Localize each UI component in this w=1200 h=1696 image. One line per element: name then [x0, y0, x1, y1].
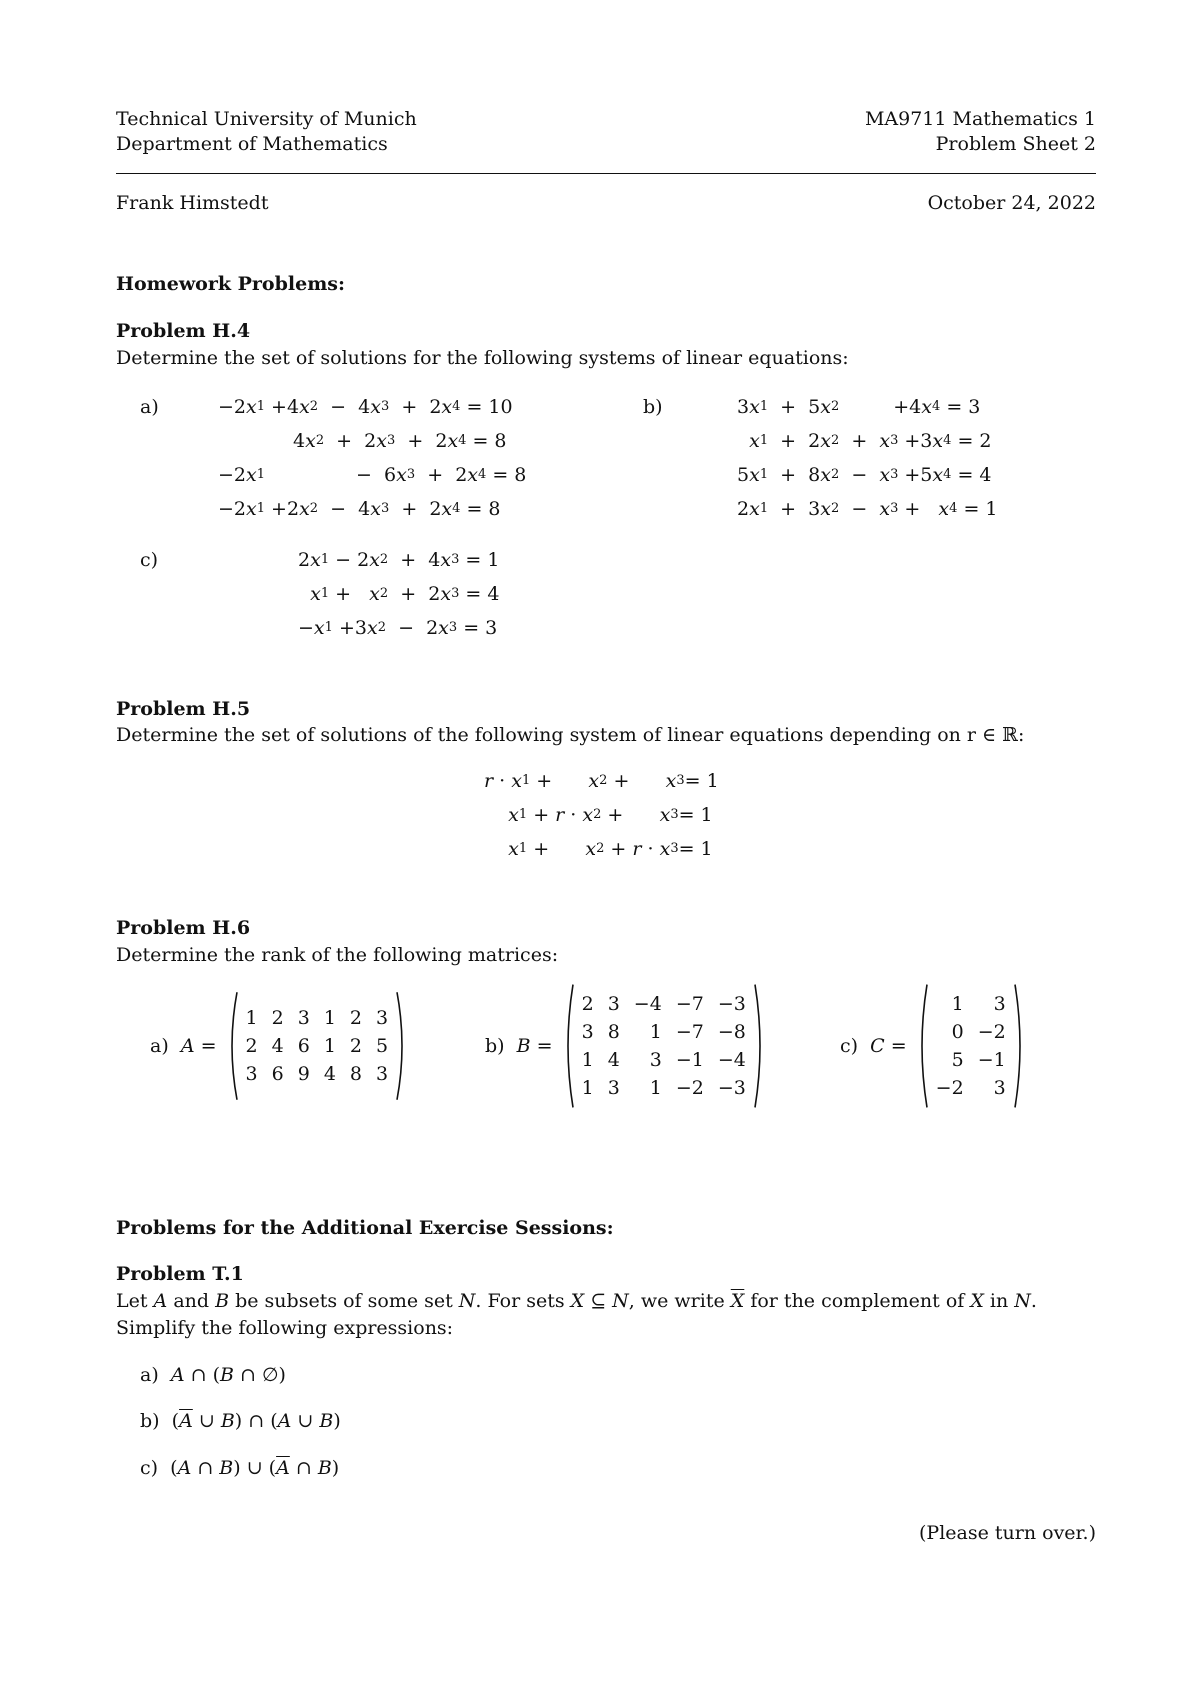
equation-row: x 1 + x 2 + 2 x 3 = 4 — [310, 583, 500, 605]
header-rule — [116, 173, 1096, 174]
t1-label-b: b) — [140, 1410, 160, 1432]
university-name: Technical University of Munich — [116, 108, 417, 130]
matrix-cell: −3 — [717, 1077, 746, 1099]
matrix-c-letter: c) — [840, 1035, 859, 1057]
matrix-cell: 3 — [607, 1077, 620, 1099]
course-title: MA9711 Mathematics 1 — [864, 108, 1096, 130]
matrix-cell: 1 — [649, 1021, 662, 1043]
sheet-title: Problem Sheet 2 — [935, 133, 1096, 155]
right-paren — [1013, 982, 1027, 1110]
equation-row: −2 x 1 − 6 x 3 + 2 x 4 = 8 — [218, 464, 527, 486]
matrix-cell: 1 — [581, 1049, 594, 1071]
matrix-cell: 2 — [271, 1007, 284, 1029]
matrix-cell: 3 — [297, 1007, 310, 1029]
additional-heading: Problems for the Additional Exercise Sessions: — [116, 1217, 614, 1239]
matrix-cell: −4 — [633, 993, 662, 1015]
matrix-cell: 5 — [951, 1049, 964, 1071]
matrix-cell: −7 — [675, 993, 704, 1015]
matrix-c-label: c) C = — [840, 1035, 907, 1057]
department-name: Department of Mathematics — [116, 133, 388, 155]
t1-label-c: c) — [140, 1457, 159, 1479]
problem-t1-text-line2: Simplify the following expressions: — [116, 1317, 454, 1339]
matrix-a-grid — [239, 996, 396, 1096]
matrix-cell: −1 — [675, 1049, 704, 1071]
matrix-cell: 1 — [581, 1077, 594, 1099]
problem-h4-title: Problem H.4 — [116, 320, 251, 342]
h4-system-b — [737, 390, 998, 526]
problem-h5-title: Problem H.5 — [116, 698, 251, 720]
matrix-cell: −2 — [935, 1077, 964, 1099]
equation-row: x 1 + 2 x 2 + x 3 +3 x 4 = 2 — [749, 430, 992, 452]
matrix-cell: 4 — [323, 1063, 336, 1085]
matrix-cell: 2 — [581, 993, 594, 1015]
matrix-cell: 1 — [323, 1035, 336, 1057]
matrix-cell: 8 — [349, 1063, 363, 1085]
matrix-cell: 3 — [649, 1049, 662, 1071]
matrix-cell: −3 — [717, 993, 746, 1015]
problem-h4-text: Determine the set of solutions for the following systems of linear equations: — [116, 347, 849, 369]
t1-expression-c: c) (A ∩ B) ∪ ($\overline{A}$ ∩ B) — [140, 1457, 340, 1479]
matrix-b — [485, 982, 767, 1110]
equation-row: x 1 + r · x 2 + x 3 = 1 — [508, 804, 713, 826]
matrix-cell: 2 — [349, 1007, 363, 1029]
equation-row: 2 x 1 − 2 x 2 + 4 x 3 = 1 — [298, 549, 500, 571]
left-paren — [561, 982, 575, 1110]
h4-label-c: c) — [140, 549, 159, 571]
equation-row: x 1 + x 2 + r · x 3 = 1 — [508, 838, 713, 860]
right-paren — [753, 982, 767, 1110]
problem-h5-text: Determine the set of solutions of the following system of linear equations depending on r ∈ ℝ: — [116, 724, 1025, 746]
matrix-a-letter: a) — [150, 1035, 169, 1057]
matrix-cell: 3 — [993, 993, 1006, 1015]
h4-system-a — [218, 390, 526, 526]
matrix-cell: 1 — [323, 1007, 336, 1029]
matrix-cell: 3 — [245, 1063, 258, 1085]
matrix-cell: 0 — [951, 1021, 964, 1043]
matrix-cell: 5 — [376, 1035, 389, 1057]
equation-row: −2 x 1 +4 x 2 − 4 x 3 + 2 x 4 = 10 — [218, 396, 513, 418]
matrix-b-grid — [575, 990, 753, 1102]
matrix-cell: 1 — [245, 1007, 258, 1029]
matrix-cell: −8 — [717, 1021, 746, 1043]
matrix-cell: 3 — [607, 993, 620, 1015]
matrix-cell: 4 — [271, 1035, 284, 1057]
h4-label-a: a) — [140, 396, 159, 418]
h5-system — [484, 764, 719, 866]
t1-expression-b: b) ($\overline{A}$ ∪ B) ∩ (A ∪ B) — [140, 1410, 341, 1432]
matrix-cell: 3 — [581, 1021, 594, 1043]
matrix-cell: 8 — [607, 1021, 620, 1043]
matrix-cell: 1 — [951, 993, 964, 1015]
t1-label-a: a) — [140, 1364, 159, 1386]
matrix-cell: 6 — [271, 1063, 284, 1085]
matrix-cell: 9 — [297, 1063, 310, 1085]
matrix-cell: 2 — [245, 1035, 258, 1057]
h4-label-b: b) — [643, 396, 663, 418]
right-paren — [395, 990, 409, 1102]
page-turn-note: (Please turn over.) — [919, 1522, 1096, 1544]
matrix-cell: −7 — [675, 1021, 704, 1043]
matrix-cell: 1 — [649, 1077, 662, 1099]
equation-row: 5 x 1 + 8 x 2 − x 3 +5 x 4 = 4 — [737, 464, 992, 486]
matrix-cell: 6 — [297, 1035, 310, 1057]
matrix-cell: 4 — [607, 1049, 620, 1071]
equation-row: 2 x 1 + 3 x 2 − x 3 + x 4 = 1 — [737, 498, 998, 520]
matrix-cell: −2 — [977, 1021, 1006, 1043]
matrix-cell: 2 — [349, 1035, 363, 1057]
matrix-a — [150, 990, 409, 1102]
equation-row: 3 x 1 + 5 x 2 +4 x 4 = 3 — [737, 396, 981, 418]
equation-row: − x 1 +3 x 2 − 2 x 3 = 3 — [298, 617, 498, 639]
problem-h6-title: Problem H.6 — [116, 917, 251, 939]
matrix-cell: 3 — [376, 1007, 389, 1029]
equation-row: 4 x 2 + 2 x 3 + 2 x 4 = 8 — [293, 430, 507, 452]
t1-expression-a: a) A ∩ (B ∩ ∅) — [140, 1364, 286, 1386]
matrix-cell: 3 — [376, 1063, 389, 1085]
sheet-date: October 24, 2022 — [927, 192, 1096, 214]
left-paren — [915, 982, 929, 1110]
problem-h6-text: Determine the rank of the following matrices: — [116, 944, 559, 966]
matrix-cell: 3 — [993, 1077, 1006, 1099]
matrix-cell: −4 — [717, 1049, 746, 1071]
h4-system-c — [298, 543, 499, 645]
matrix-cell: −2 — [675, 1077, 704, 1099]
matrix-a-label: a) A = — [150, 1035, 217, 1057]
problem-t1-text-line1: Let A and B be subsets of some set N. For sets X ⊆ N, we write $\overline{X}$ for the complement of X in N. — [116, 1290, 1037, 1312]
equation-row: r · x 1 + x 2 + x 3 = 1 — [484, 770, 719, 792]
matrix-cell: −1 — [977, 1049, 1006, 1071]
problem-t1-title: Problem T.1 — [116, 1263, 244, 1285]
left-paren — [225, 990, 239, 1102]
matrix-b-letter: b) — [485, 1035, 505, 1057]
matrix-c — [840, 982, 1027, 1110]
matrix-c-grid — [929, 990, 1013, 1102]
homework-heading: Homework Problems: — [116, 273, 346, 295]
author-name: Frank Himstedt — [116, 192, 269, 214]
matrix-b-label: b) B = — [485, 1035, 553, 1057]
equation-row: −2 x 1 +2 x 2 − 4 x 3 + 2 x 4 = 8 — [218, 498, 501, 520]
